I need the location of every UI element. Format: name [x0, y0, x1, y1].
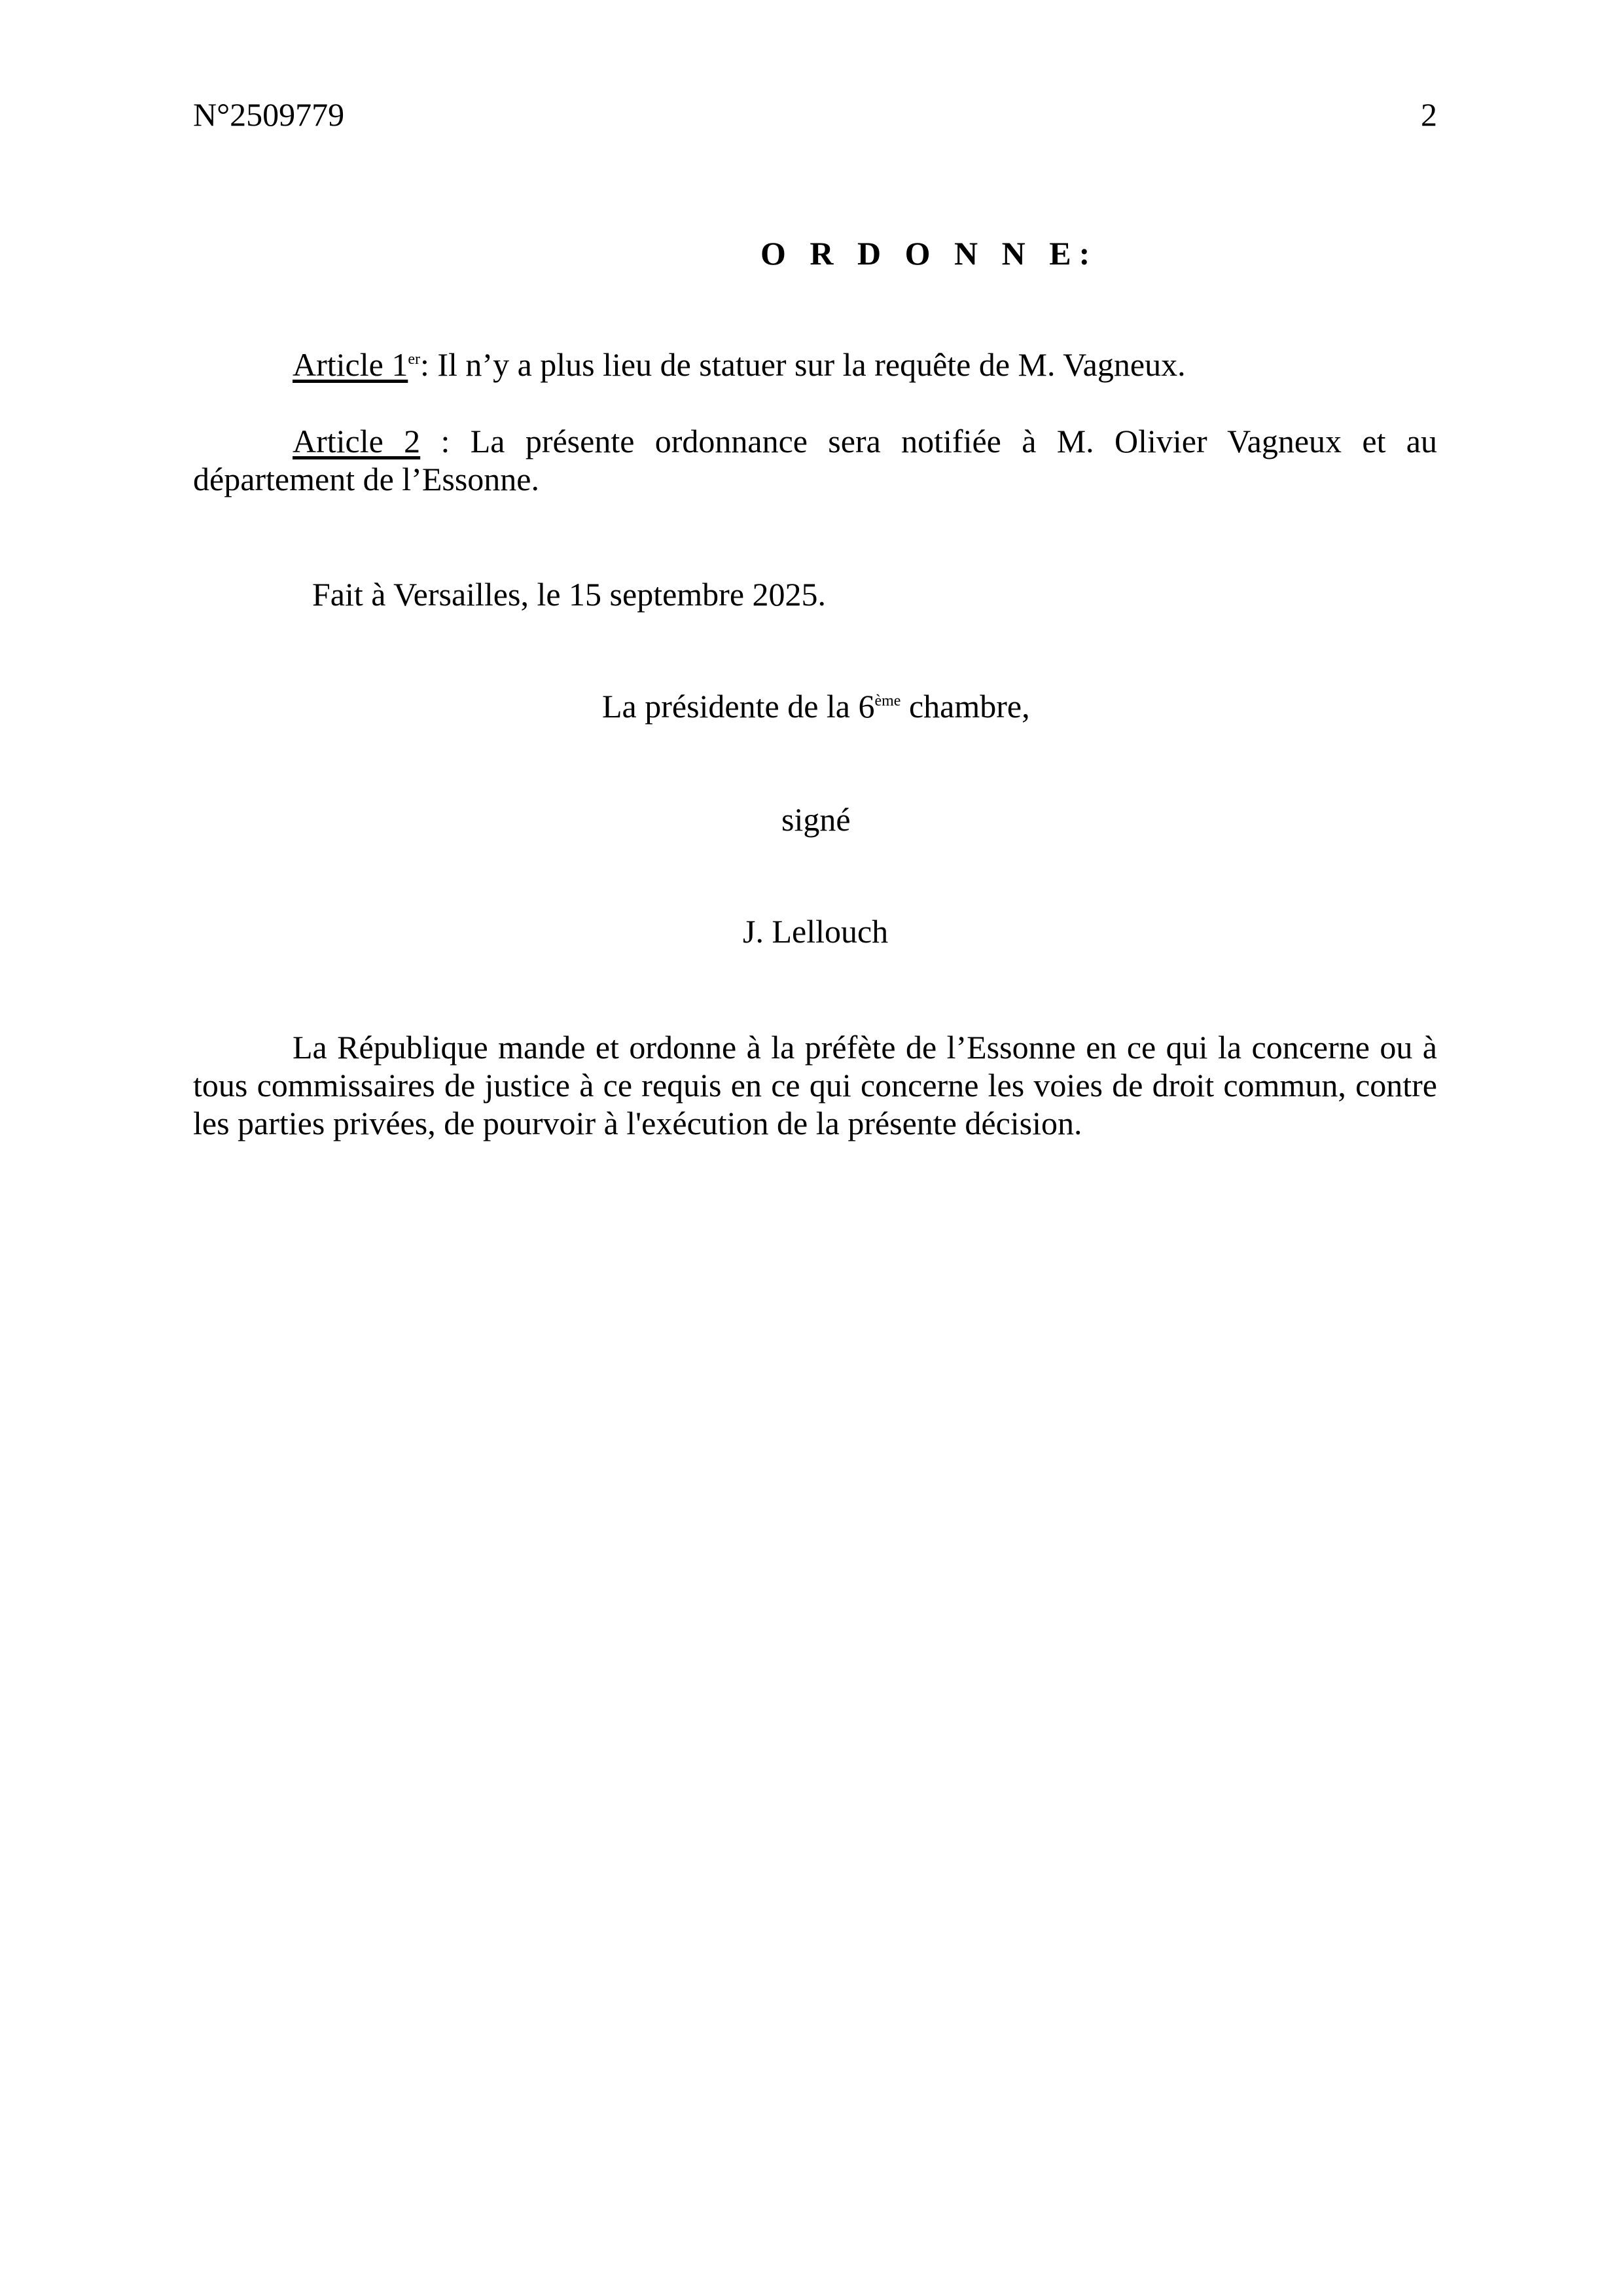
case-number: N°2509779 [193, 96, 345, 133]
role-prefix: La présidente de la 6 [602, 688, 875, 725]
article-2-text: : La présente ordonnance sera notifiée à M. Olivier Vagneux et au département de l’Essonne. [193, 423, 1438, 497]
signatory-name: J. Lellouch [743, 913, 889, 950]
article-2-label: Article 2 [293, 423, 421, 459]
role-sup: ème [874, 692, 901, 709]
executory-formula: La République mande et ordonne à la préfète de l’Essonne en ce qui la concerne ou à tous commissaires de justice à ce requis en ce qui concerne les voies de droit commun, contre les parties privées, de pourvoir à l'exécution de la présente décision. [193, 1029, 1437, 1141]
role-suffix: chambre, [901, 688, 1030, 725]
article-2 [193, 422, 1437, 498]
signed-mention: signé [781, 801, 851, 838]
document-title: O R D O N N E: [760, 235, 1098, 272]
article-1 [193, 346, 1437, 384]
signatory-role [602, 687, 1030, 725]
article-1-sup: er [408, 351, 420, 368]
page-number: 2 [1421, 96, 1437, 133]
article-1-label: Article 1 [293, 346, 408, 383]
place-date: Fait à Versailles, le 15 septembre 2025. [312, 576, 827, 613]
article-1-text: : Il n’y a plus lieu de statuer sur la requête de M. Vagneux. [419, 346, 1186, 383]
